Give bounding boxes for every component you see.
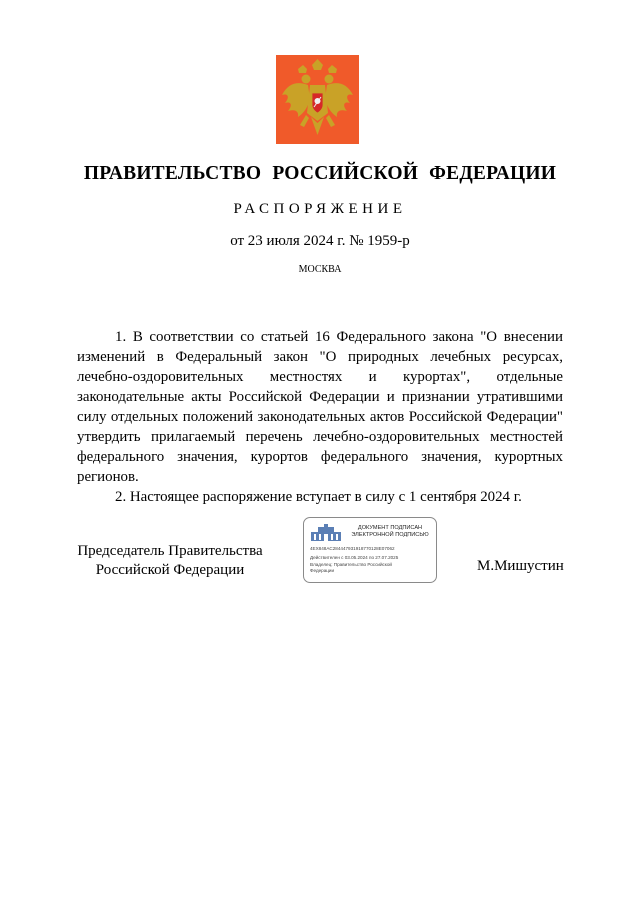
- order-paragraph-2: 2. Настоящее распоряжение вступает в силу с 1 сентября 2024 г.: [115, 489, 522, 505]
- government-title: ПРАВИТЕЛЬСТВО РОССИЙСКОЙ ФЕДЕРАЦИИ: [83, 163, 557, 184]
- document-date-number: от 23 июля 2024 г. № 1959-р: [230, 233, 410, 249]
- order-body: [77, 327, 563, 507]
- order-paragraph-1: 1. В соответствии со статьей 16 Федерального закона "О внесении изменений в Федеральный закон "О природных лечебных ресурсах, лечебно-оздоровительных местностях и курортах", отдельные законодательные акты Российской Федерации и признании утратившими силу отдельных положений законодательных актов Российской Федерации" утвердить прилагаемый перечень лечебно-оздоровительных местностей федерального значения, курортов федерального значения, курортных регионов.: [77, 329, 563, 485]
- signer-position-line-1: Председатель Правительства: [77, 543, 263, 559]
- coat-of-arms-icon: [276, 55, 359, 144]
- stamp-certificate: 4EX848AC284447931918770128E07062: [310, 546, 395, 551]
- signer-position-line-2: Российской Федерации: [95, 562, 245, 578]
- signer-name: М.Мишустин: [477, 558, 564, 574]
- electronic-signature-stamp: [303, 517, 437, 583]
- stamp-title-line-2: ЭЛЕКТРОННОЙ ПОДПИСЬЮ: [351, 532, 429, 538]
- document-type: РАСПОРЯЖЕНИЕ: [233, 201, 407, 217]
- stamp-title: [344, 525, 436, 539]
- stamp-owner-line-1: Владелец: Правительство Российской: [310, 562, 392, 567]
- stamp-owner-line-2: Федерации: [310, 568, 335, 573]
- stamp-validity: Действителен с 03.05.2024 по 27.07.2025: [310, 555, 399, 560]
- signer-position: [70, 542, 270, 580]
- government-building-icon: [310, 524, 342, 542]
- document-city: МОСКВА: [298, 264, 342, 275]
- stamp-title-line-1: ДОКУМЕНТ ПОДПИСАН: [357, 525, 423, 531]
